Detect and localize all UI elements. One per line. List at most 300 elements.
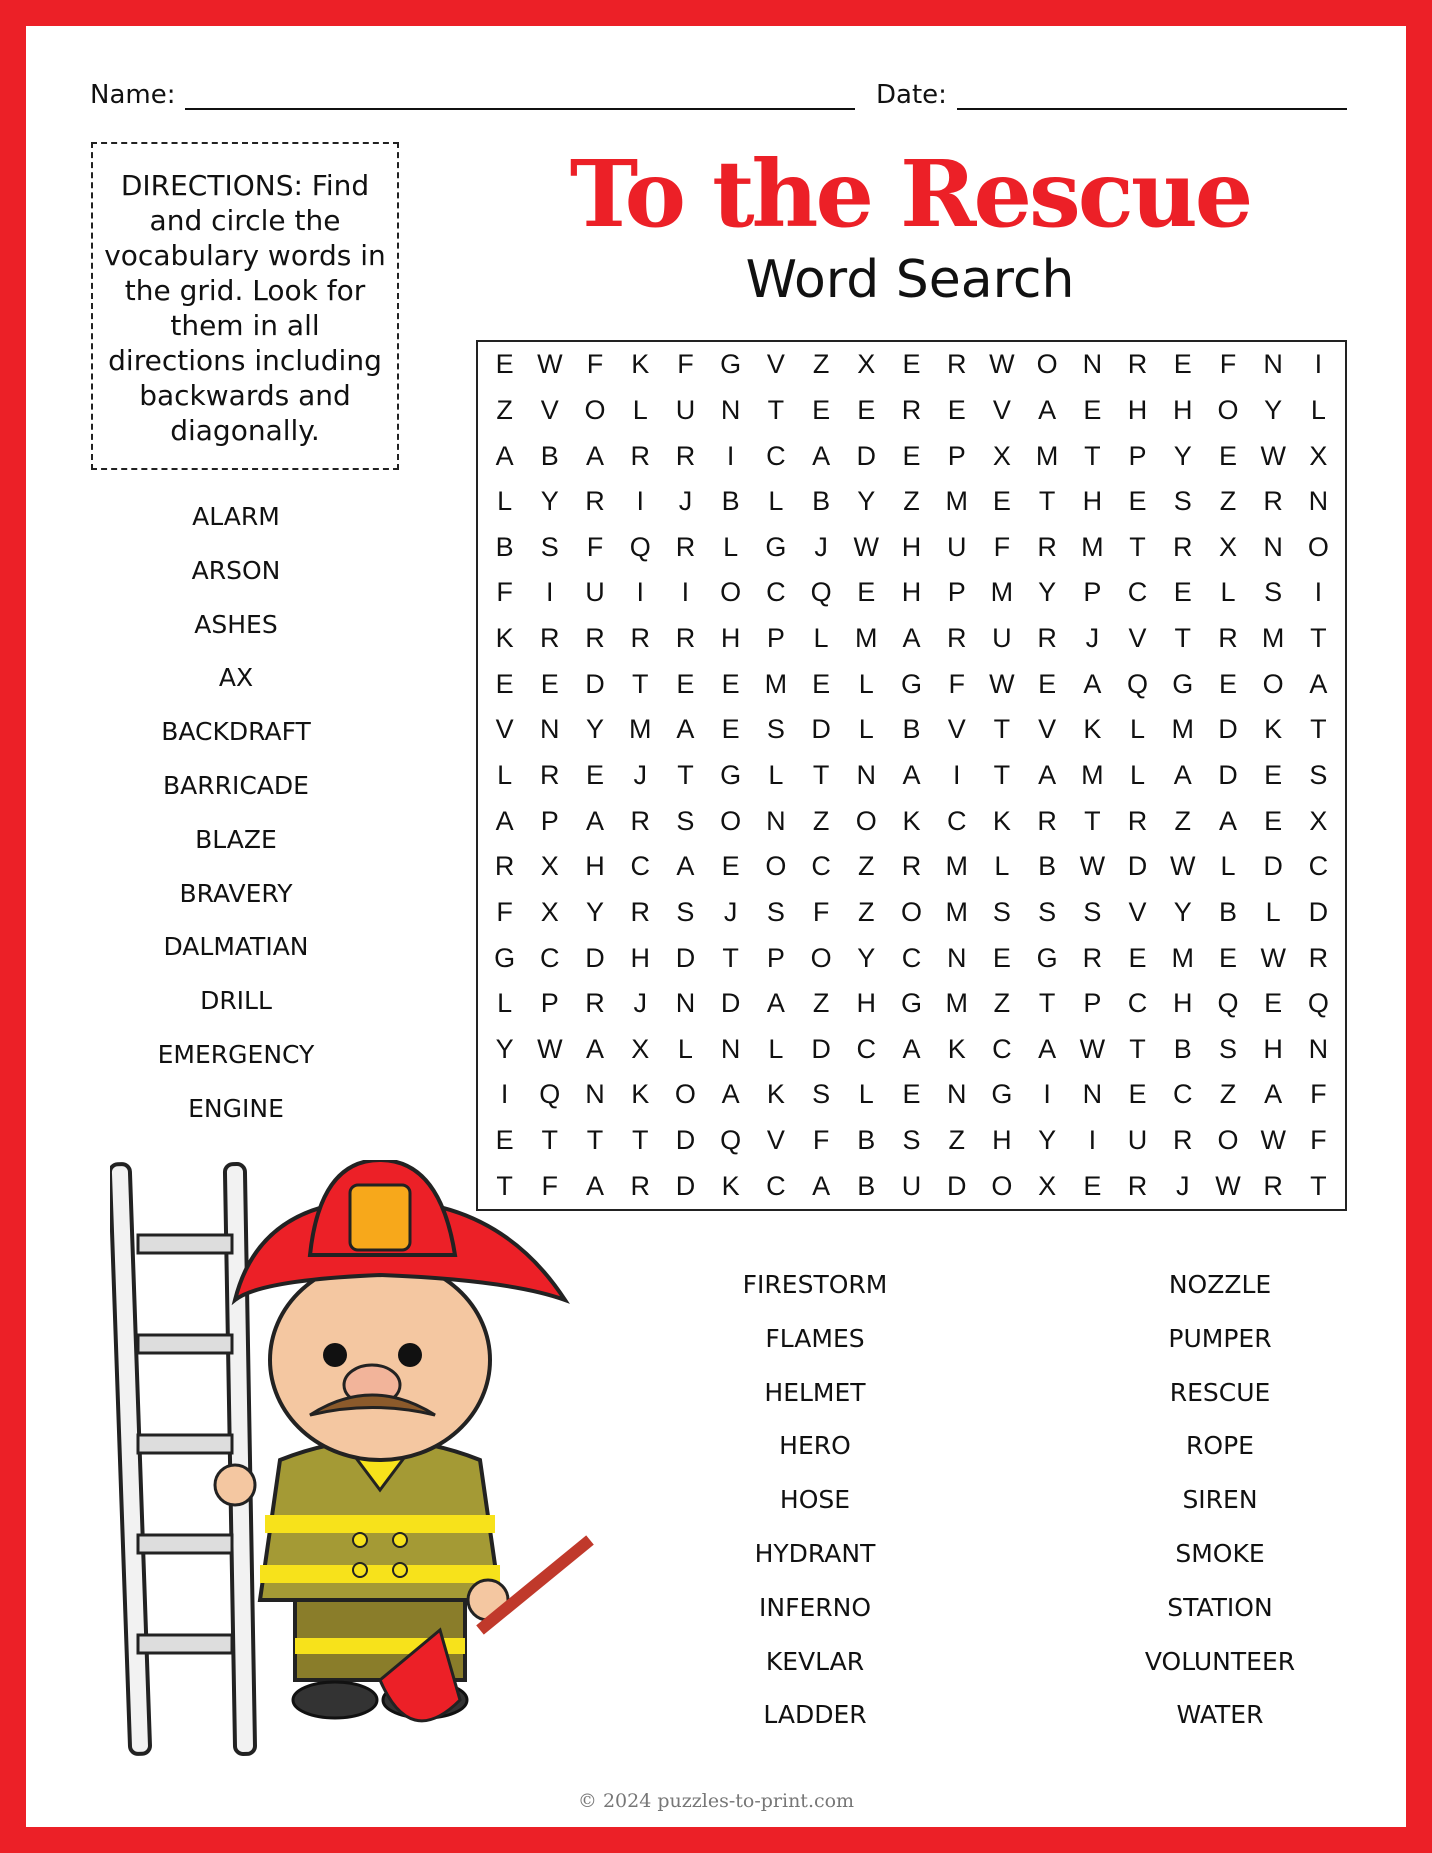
- grid-letter[interactable]: A: [676, 714, 695, 745]
- grid-letter[interactable]: W: [989, 349, 1015, 380]
- grid-letter[interactable]: Y: [1038, 1125, 1057, 1156]
- grid-letter[interactable]: N: [856, 759, 877, 790]
- grid-letter[interactable]: E: [1264, 759, 1283, 790]
- grid-letter[interactable]: D: [1308, 896, 1329, 927]
- grid-letter[interactable]: U: [585, 577, 605, 608]
- grid-letter[interactable]: N: [1308, 486, 1329, 517]
- grid-letter[interactable]: C: [766, 440, 786, 471]
- grid-letter[interactable]: A: [1038, 759, 1057, 790]
- grid-letter[interactable]: C: [766, 1170, 786, 1201]
- grid-letter[interactable]: C: [766, 577, 786, 608]
- grid-letter[interactable]: I: [636, 577, 644, 608]
- grid-letter[interactable]: T: [1038, 486, 1056, 517]
- grid-letter[interactable]: E: [902, 349, 921, 380]
- grid-letter[interactable]: N: [946, 1079, 967, 1110]
- grid-letter[interactable]: F: [1219, 349, 1237, 380]
- grid-letter[interactable]: E: [947, 394, 966, 425]
- grid-letter[interactable]: V: [1038, 714, 1057, 745]
- grid-letter[interactable]: P: [1128, 440, 1147, 471]
- grid-letter[interactable]: T: [541, 1125, 559, 1156]
- grid-letter[interactable]: A: [586, 805, 605, 836]
- grid-letter[interactable]: S: [676, 805, 695, 836]
- grid-letter[interactable]: H: [630, 942, 650, 973]
- grid-letter[interactable]: U: [901, 1170, 922, 1201]
- grid-letter[interactable]: E: [902, 1079, 921, 1110]
- grid-letter[interactable]: Z: [948, 1125, 965, 1156]
- grid-letter[interactable]: M: [945, 486, 968, 517]
- grid-letter[interactable]: B: [1173, 1033, 1192, 1064]
- grid-letter[interactable]: A: [812, 1170, 831, 1201]
- grid-letter[interactable]: D: [1263, 851, 1283, 882]
- grid-letter[interactable]: F: [541, 1170, 559, 1201]
- grid-letter[interactable]: H: [1173, 988, 1193, 1019]
- grid-letter[interactable]: G: [1036, 942, 1058, 973]
- grid-letter[interactable]: Y: [1173, 440, 1192, 471]
- grid-letter[interactable]: E: [495, 1125, 514, 1156]
- grid-letter[interactable]: R: [675, 440, 696, 471]
- grid-letter[interactable]: R: [540, 759, 560, 790]
- grid-letter[interactable]: F: [586, 531, 604, 562]
- grid-letter[interactable]: S: [1083, 896, 1102, 927]
- grid-letter[interactable]: H: [585, 851, 605, 882]
- grid-letter[interactable]: J: [814, 531, 828, 562]
- grid-letter[interactable]: E: [812, 394, 831, 425]
- grid-letter[interactable]: Z: [812, 805, 830, 836]
- grid-letter[interactable]: T: [993, 759, 1011, 790]
- grid-letter[interactable]: L: [1220, 851, 1236, 882]
- grid-letter[interactable]: R: [630, 1170, 650, 1201]
- grid-letter[interactable]: L: [858, 1079, 874, 1110]
- grid-letter[interactable]: Z: [858, 896, 875, 927]
- grid-letter[interactable]: C: [992, 1033, 1012, 1064]
- grid-letter[interactable]: L: [497, 759, 513, 790]
- grid-letter[interactable]: I: [636, 486, 644, 517]
- grid-letter[interactable]: R: [675, 531, 696, 562]
- grid-letter[interactable]: E: [857, 577, 876, 608]
- grid-letter[interactable]: T: [1084, 440, 1101, 471]
- grid-letter[interactable]: F: [677, 349, 694, 380]
- grid-letter[interactable]: V: [766, 1125, 785, 1156]
- grid-letter[interactable]: X: [631, 1033, 650, 1064]
- grid-letter[interactable]: M: [1171, 942, 1194, 973]
- grid-letter[interactable]: S: [1309, 759, 1328, 790]
- grid-letter[interactable]: X: [1309, 805, 1328, 836]
- grid-letter[interactable]: U: [675, 394, 696, 425]
- grid-letter[interactable]: M: [1261, 623, 1285, 654]
- grid-letter[interactable]: P: [947, 440, 966, 471]
- grid-letter[interactable]: E: [902, 440, 921, 471]
- name-line[interactable]: [185, 78, 855, 110]
- grid-letter[interactable]: A: [586, 440, 605, 471]
- grid-letter[interactable]: T: [631, 1125, 649, 1156]
- grid-letter[interactable]: N: [766, 805, 786, 836]
- grid-letter[interactable]: L: [768, 486, 784, 517]
- grid-letter[interactable]: P: [540, 805, 559, 836]
- grid-letter[interactable]: T: [1084, 805, 1101, 836]
- grid-letter[interactable]: E: [721, 714, 740, 745]
- grid-letter[interactable]: N: [720, 394, 741, 425]
- grid-letter[interactable]: D: [675, 1170, 696, 1201]
- grid-letter[interactable]: C: [901, 942, 922, 973]
- grid-letter[interactable]: I: [500, 1079, 509, 1110]
- grid-letter[interactable]: W: [537, 349, 563, 380]
- grid-letter[interactable]: L: [768, 1033, 784, 1064]
- grid-letter[interactable]: E: [1038, 668, 1057, 699]
- grid-letter[interactable]: R: [585, 988, 605, 1019]
- grid-letter[interactable]: O: [674, 1079, 696, 1110]
- grid-letter[interactable]: K: [947, 1033, 966, 1064]
- grid-letter[interactable]: E: [676, 668, 695, 699]
- grid-letter[interactable]: A: [721, 1079, 740, 1110]
- grid-letter[interactable]: G: [720, 759, 742, 790]
- grid-letter[interactable]: A: [586, 1170, 605, 1201]
- grid-letter[interactable]: G: [765, 531, 787, 562]
- grid-letter[interactable]: O: [1217, 394, 1239, 425]
- grid-letter[interactable]: N: [540, 714, 560, 745]
- grid-letter[interactable]: W: [1260, 1125, 1286, 1156]
- grid-letter[interactable]: C: [856, 1033, 877, 1064]
- grid-letter[interactable]: Q: [720, 1125, 742, 1156]
- grid-letter[interactable]: G: [991, 1079, 1013, 1110]
- grid-letter[interactable]: S: [1218, 1033, 1237, 1064]
- grid-letter[interactable]: E: [1264, 988, 1283, 1019]
- grid-letter[interactable]: T: [677, 759, 694, 790]
- grid-letter[interactable]: X: [540, 896, 559, 927]
- grid-letter[interactable]: A: [676, 851, 695, 882]
- grid-letter[interactable]: C: [1127, 577, 1148, 608]
- grid-letter[interactable]: O: [720, 805, 742, 836]
- grid-letter[interactable]: P: [1083, 988, 1102, 1019]
- grid-letter[interactable]: V: [992, 394, 1011, 425]
- grid-letter[interactable]: R: [1263, 1170, 1283, 1201]
- grid-letter[interactable]: F: [812, 1125, 830, 1156]
- grid-letter[interactable]: C: [1127, 988, 1148, 1019]
- grid-letter[interactable]: E: [1264, 805, 1283, 836]
- grid-letter[interactable]: E: [721, 851, 740, 882]
- grid-letter[interactable]: L: [1265, 896, 1281, 927]
- grid-letter[interactable]: G: [720, 349, 742, 380]
- grid-letter[interactable]: D: [720, 988, 741, 1019]
- grid-letter[interactable]: Q: [1127, 668, 1149, 699]
- grid-letter[interactable]: E: [1173, 577, 1192, 608]
- grid-letter[interactable]: R: [1082, 942, 1103, 973]
- grid-letter[interactable]: R: [1037, 623, 1057, 654]
- grid-letter[interactable]: S: [812, 1079, 831, 1110]
- grid-letter[interactable]: V: [1128, 896, 1147, 927]
- grid-letter[interactable]: D: [811, 1033, 831, 1064]
- grid-letter[interactable]: Z: [993, 988, 1011, 1019]
- grid-letter[interactable]: I: [952, 759, 961, 790]
- grid-letter[interactable]: Q: [1217, 988, 1239, 1019]
- grid-letter[interactable]: A: [902, 623, 921, 654]
- grid-letter[interactable]: G: [494, 942, 516, 973]
- grid-letter[interactable]: E: [495, 349, 514, 380]
- grid-letter[interactable]: W: [1215, 1170, 1241, 1201]
- grid-letter[interactable]: E: [1128, 486, 1147, 517]
- grid-letter[interactable]: D: [1218, 714, 1238, 745]
- grid-letter[interactable]: X: [857, 349, 876, 380]
- grid-letter[interactable]: E: [1218, 668, 1237, 699]
- grid-letter[interactable]: T: [1129, 1033, 1146, 1064]
- grid-letter[interactable]: E: [1083, 394, 1102, 425]
- grid-letter[interactable]: Z: [858, 851, 875, 882]
- grid-letter[interactable]: X: [1218, 531, 1237, 562]
- grid-letter[interactable]: S: [540, 531, 559, 562]
- grid-letter[interactable]: U: [946, 531, 967, 562]
- grid-letter[interactable]: B: [540, 440, 559, 471]
- grid-letter[interactable]: M: [628, 714, 652, 745]
- grid-letter[interactable]: M: [1035, 440, 1059, 471]
- grid-letter[interactable]: H: [1263, 1033, 1283, 1064]
- grid-letter[interactable]: W: [1079, 851, 1106, 882]
- grid-letter[interactable]: C: [811, 851, 831, 882]
- grid-letter[interactable]: V: [766, 349, 785, 380]
- grid-letter[interactable]: L: [1130, 759, 1146, 790]
- grid-letter[interactable]: B: [812, 486, 831, 517]
- grid-letter[interactable]: F: [496, 577, 513, 608]
- grid-letter[interactable]: E: [586, 759, 605, 790]
- grid-letter[interactable]: N: [946, 942, 967, 973]
- grid-letter[interactable]: S: [766, 714, 785, 745]
- grid-letter[interactable]: B: [1038, 851, 1057, 882]
- grid-letter[interactable]: T: [1310, 1170, 1327, 1201]
- grid-letter[interactable]: N: [1263, 531, 1283, 562]
- grid-letter[interactable]: V: [495, 714, 514, 745]
- grid-letter[interactable]: O: [720, 577, 742, 608]
- grid-letter[interactable]: T: [812, 759, 830, 790]
- grid-letter[interactable]: R: [1263, 486, 1283, 517]
- grid-letter[interactable]: S: [676, 896, 695, 927]
- grid-letter[interactable]: R: [1037, 805, 1057, 836]
- grid-letter[interactable]: S: [902, 1125, 921, 1156]
- grid-letter[interactable]: B: [857, 1125, 876, 1156]
- grid-letter[interactable]: D: [1218, 759, 1238, 790]
- grid-letter[interactable]: G: [900, 668, 922, 699]
- grid-letter[interactable]: A: [902, 759, 921, 790]
- grid-letter[interactable]: R: [630, 623, 650, 654]
- grid-letter[interactable]: U: [1127, 1125, 1148, 1156]
- grid-letter[interactable]: H: [1127, 394, 1148, 425]
- grid-letter[interactable]: P: [766, 623, 785, 654]
- grid-letter[interactable]: W: [1079, 1033, 1106, 1064]
- grid-letter[interactable]: O: [765, 851, 787, 882]
- grid-letter[interactable]: I: [681, 577, 690, 608]
- grid-letter[interactable]: R: [630, 440, 650, 471]
- grid-letter[interactable]: G: [1172, 668, 1194, 699]
- grid-letter[interactable]: W: [537, 1033, 563, 1064]
- grid-letter[interactable]: A: [495, 440, 514, 471]
- grid-letter[interactable]: V: [947, 714, 966, 745]
- grid-letter[interactable]: E: [495, 668, 514, 699]
- grid-letter[interactable]: K: [902, 805, 921, 836]
- grid-letter[interactable]: Y: [1038, 577, 1057, 608]
- grid-letter[interactable]: C: [540, 942, 560, 973]
- grid-letter[interactable]: F: [1310, 1079, 1327, 1110]
- grid-letter[interactable]: E: [1173, 349, 1192, 380]
- grid-letter[interactable]: I: [1314, 349, 1323, 380]
- grid-letter[interactable]: E: [992, 486, 1011, 517]
- grid-letter[interactable]: R: [540, 623, 560, 654]
- grid-letter[interactable]: A: [766, 988, 785, 1019]
- grid-letter[interactable]: L: [994, 851, 1010, 882]
- grid-letter[interactable]: A: [1038, 1033, 1057, 1064]
- grid-letter[interactable]: M: [1081, 531, 1104, 562]
- grid-letter[interactable]: N: [1082, 349, 1103, 380]
- grid-letter[interactable]: L: [677, 1033, 693, 1064]
- grid-letter[interactable]: H: [1082, 486, 1103, 517]
- grid-letter[interactable]: S: [1173, 486, 1192, 517]
- grid-letter[interactable]: D: [675, 1125, 696, 1156]
- grid-letter[interactable]: R: [1173, 1125, 1193, 1156]
- grid-letter[interactable]: L: [858, 668, 874, 699]
- grid-letter[interactable]: Q: [539, 1079, 561, 1110]
- grid-letter[interactable]: H: [856, 988, 877, 1019]
- grid-letter[interactable]: S: [1264, 577, 1283, 608]
- grid-letter[interactable]: X: [1038, 1170, 1057, 1201]
- grid-letter[interactable]: S: [1038, 896, 1057, 927]
- grid-letter[interactable]: M: [855, 623, 878, 654]
- grid-letter[interactable]: O: [1036, 349, 1058, 380]
- grid-letter[interactable]: D: [946, 1170, 967, 1201]
- grid-letter[interactable]: O: [855, 805, 877, 836]
- grid-letter[interactable]: Z: [1219, 486, 1237, 517]
- grid-letter[interactable]: K: [631, 1079, 650, 1110]
- grid-letter[interactable]: T: [993, 714, 1011, 745]
- grid-letter[interactable]: E: [1128, 1079, 1147, 1110]
- grid-letter[interactable]: R: [630, 896, 650, 927]
- grid-letter[interactable]: L: [858, 714, 874, 745]
- grid-letter[interactable]: C: [946, 805, 967, 836]
- grid-letter[interactable]: A: [1309, 668, 1328, 699]
- grid-letter[interactable]: D: [811, 714, 831, 745]
- grid-letter[interactable]: K: [1264, 714, 1283, 745]
- grid-letter[interactable]: B: [857, 1170, 876, 1201]
- grid-letter[interactable]: J: [633, 988, 647, 1019]
- grid-letter[interactable]: Y: [540, 486, 559, 517]
- grid-letter[interactable]: E: [1128, 942, 1147, 973]
- grid-letter[interactable]: N: [675, 988, 696, 1019]
- grid-letter[interactable]: C: [1173, 1079, 1193, 1110]
- grid-letter[interactable]: N: [1308, 1033, 1329, 1064]
- grid-letter[interactable]: Q: [810, 577, 832, 608]
- grid-letter[interactable]: X: [1309, 440, 1328, 471]
- grid-letter[interactable]: K: [631, 349, 650, 380]
- grid-letter[interactable]: I: [546, 577, 554, 608]
- grid-letter[interactable]: F: [993, 531, 1011, 562]
- grid-letter[interactable]: R: [1127, 1170, 1148, 1201]
- grid-letter[interactable]: A: [1173, 759, 1192, 790]
- grid-letter[interactable]: M: [1171, 714, 1194, 745]
- grid-letter[interactable]: A: [1038, 394, 1057, 425]
- grid-letter[interactable]: R: [675, 623, 696, 654]
- grid-letter[interactable]: M: [945, 896, 968, 927]
- grid-letter[interactable]: L: [768, 759, 784, 790]
- grid-letter[interactable]: W: [853, 531, 880, 562]
- grid-letter[interactable]: T: [1310, 623, 1327, 654]
- grid-letter[interactable]: Z: [812, 988, 830, 1019]
- grid-letter[interactable]: Z: [903, 486, 920, 517]
- grid-letter[interactable]: Y: [586, 896, 605, 927]
- grid-letter[interactable]: B: [721, 486, 740, 517]
- grid-letter[interactable]: J: [1176, 1170, 1190, 1201]
- grid-letter[interactable]: R: [1127, 805, 1148, 836]
- grid-letter[interactable]: X: [992, 440, 1011, 471]
- grid-letter[interactable]: H: [1173, 394, 1193, 425]
- grid-letter[interactable]: F: [812, 896, 830, 927]
- grid-letter[interactable]: F: [1310, 1125, 1327, 1156]
- grid-letter[interactable]: K: [766, 1079, 785, 1110]
- grid-letter[interactable]: A: [1083, 668, 1102, 699]
- grid-letter[interactable]: J: [723, 896, 738, 927]
- grid-letter[interactable]: P: [766, 942, 785, 973]
- grid-letter[interactable]: F: [948, 668, 965, 699]
- grid-letter[interactable]: U: [992, 623, 1012, 654]
- grid-letter[interactable]: V: [1128, 623, 1147, 654]
- grid-letter[interactable]: M: [1081, 759, 1104, 790]
- grid-letter[interactable]: T: [631, 668, 649, 699]
- grid-letter[interactable]: L: [497, 486, 513, 517]
- grid-letter[interactable]: B: [1218, 896, 1237, 927]
- grid-letter[interactable]: R: [901, 394, 922, 425]
- grid-letter[interactable]: D: [856, 440, 877, 471]
- grid-letter[interactable]: T: [586, 1125, 604, 1156]
- grid-letter[interactable]: W: [989, 668, 1015, 699]
- grid-letter[interactable]: Z: [496, 394, 513, 425]
- grid-letter[interactable]: I: [726, 440, 735, 471]
- grid-letter[interactable]: M: [764, 668, 788, 699]
- grid-letter[interactable]: O: [900, 896, 922, 927]
- grid-letter[interactable]: P: [1083, 577, 1102, 608]
- name-field[interactable]: [90, 78, 855, 110]
- grid-letter[interactable]: D: [585, 668, 605, 699]
- grid-letter[interactable]: Z: [812, 349, 830, 380]
- grid-letter[interactable]: T: [1310, 714, 1327, 745]
- grid-letter[interactable]: C: [630, 851, 650, 882]
- grid-letter[interactable]: R: [1127, 349, 1148, 380]
- grid-letter[interactable]: K: [1083, 714, 1102, 745]
- date-field[interactable]: [876, 78, 1347, 110]
- grid-letter[interactable]: K: [992, 805, 1011, 836]
- grid-letter[interactable]: I: [1043, 1079, 1051, 1110]
- grid-letter[interactable]: T: [496, 1170, 513, 1201]
- grid-letter[interactable]: I: [1088, 1125, 1097, 1156]
- grid-letter[interactable]: E: [857, 394, 876, 425]
- grid-letter[interactable]: S: [766, 896, 785, 927]
- grid-letter[interactable]: L: [632, 394, 648, 425]
- grid-letter[interactable]: O: [1217, 1125, 1239, 1156]
- grid-letter[interactable]: R: [946, 349, 967, 380]
- grid-letter[interactable]: T: [722, 942, 739, 973]
- grid-letter[interactable]: C: [1308, 851, 1329, 882]
- grid-letter[interactable]: A: [902, 1033, 921, 1064]
- grid-letter[interactable]: O: [1262, 668, 1284, 699]
- grid-letter[interactable]: Z: [1219, 1079, 1237, 1110]
- grid-letter[interactable]: B: [902, 714, 921, 745]
- grid-letter[interactable]: J: [678, 486, 693, 517]
- date-line[interactable]: [957, 78, 1347, 110]
- grid-letter[interactable]: O: [810, 942, 832, 973]
- grid-letter[interactable]: B: [495, 531, 514, 562]
- grid-letter[interactable]: D: [675, 942, 696, 973]
- grid-letter[interactable]: Y: [857, 942, 876, 973]
- grid-letter[interactable]: Q: [629, 531, 651, 562]
- grid-letter[interactable]: N: [720, 1033, 741, 1064]
- grid-letter[interactable]: T: [1174, 623, 1191, 654]
- grid-letter[interactable]: R: [1173, 531, 1193, 562]
- grid-letter[interactable]: K: [721, 1170, 740, 1201]
- grid-letter[interactable]: R: [1308, 942, 1329, 973]
- grid-letter[interactable]: T: [1038, 988, 1056, 1019]
